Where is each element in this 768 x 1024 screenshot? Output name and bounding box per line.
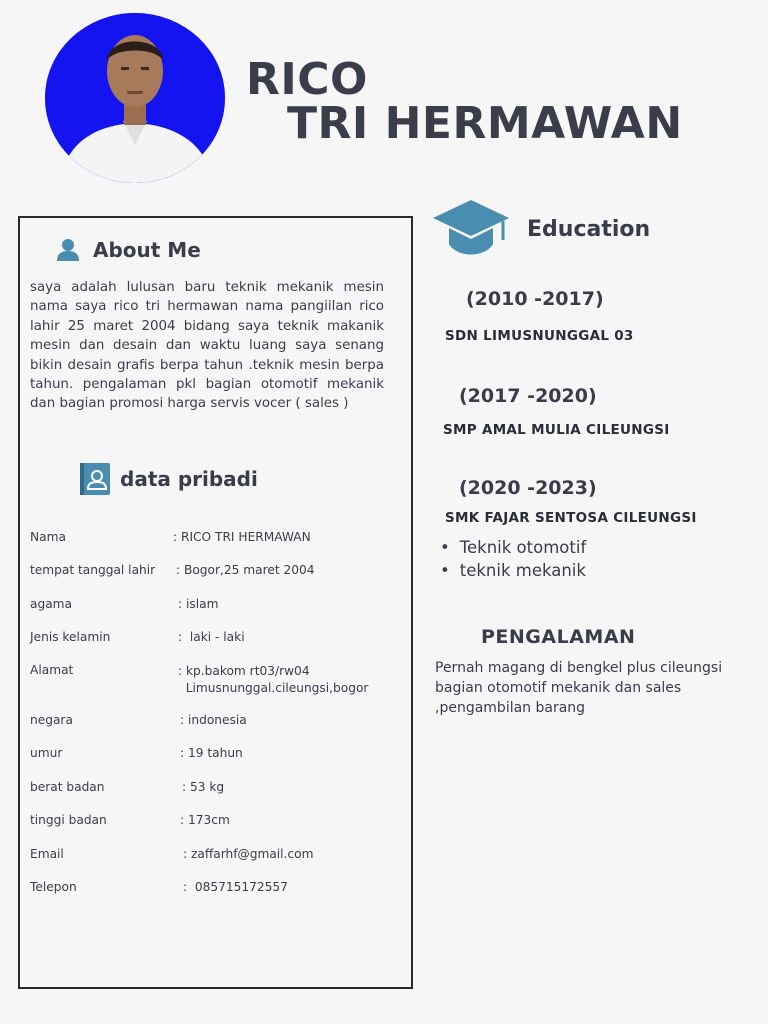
edu-school: SMK FAJAR SENTOSA CILEUNGSI [445,510,697,526]
pribadi-value: : islam [178,597,219,611]
pribadi-value: : RICO TRI HERMAWAN [173,530,311,544]
edu-school: SDN LIMUSNUNGGAL 03 [445,328,634,344]
list-item: • teknik mekanik [440,559,586,582]
about-text: saya adalah lulusan baru teknik mekanik mesin nama saya rico tri hermawan nama pangiilan rico lahir 25 maret 2004 bidang saya teknik makanik mesin dan desain dan waktu luang saya senang bikin desain grafis berpa tahun .teknik mesin berpa tahun. pengalaman pkl bagian otomotif mekanik dan bagian promosi harga servis vocer ( sales ) [30,280,384,412]
id-card-icon [80,463,110,495]
about-title: About Me [93,238,201,262]
edu-school: SMP AMAL MULIA CILEUNGSI [443,422,670,438]
pribadi-value: : zaffarhf@gmail.com [183,847,314,861]
pribadi-label: Jenis kelamin [30,630,111,644]
pribadi-row-umur [30,746,243,760]
name-first: RICO [246,54,368,105]
pribadi-row-alamat [30,663,369,695]
pribadi-value: : 173cm [180,813,230,827]
pribadi-row-email [30,847,314,861]
pribadi-row-nama [30,530,311,544]
pribadi-value: : indonesia [180,713,247,727]
pribadi-label: negara [30,713,73,727]
graduation-cap-icon [431,198,511,260]
profile-photo [45,13,225,183]
pribadi-row-kelamin [30,630,245,644]
pribadi-header [80,463,258,495]
pribadi-row-tinggi [30,813,230,827]
pribadi-value: : Bogor,25 maret 2004 [176,563,315,577]
pribadi-row-berat [30,780,225,794]
edu-period: (2017 -2020) [459,385,597,407]
pribadi-row-telepon [30,880,288,894]
pribadi-label: Alamat [30,663,74,677]
pribadi-row-agama [30,597,219,611]
pribadi-label: tempat tanggal lahir [30,563,156,577]
pribadi-label: Telepon [30,880,77,894]
pribadi-title: data pribadi [120,467,258,491]
list-item: • Teknik otomotif [440,536,586,559]
pribadi-label: Email [30,847,64,861]
pribadi-label: tinggi badan [30,813,107,827]
pribadi-row-ttl [30,563,315,577]
major-list [440,536,586,582]
pribadi-label: umur [30,746,63,760]
person-photo-icon [45,13,225,183]
pribadi-value: : 085715172557 [183,880,288,894]
pribadi-value: : kp.bakom rt03/rw04 Limusnunggal.cileungsi,bogor [178,664,369,695]
pengalaman-title: PENGALAMAN [481,626,636,648]
about-header [57,238,201,262]
pribadi-value: : laki - laki [178,630,245,644]
edu-period: (2010 -2017) [466,288,604,310]
pribadi-label: Nama [30,530,66,544]
pribadi-label: agama [30,597,73,611]
education-title: Education [527,216,651,242]
pribadi-value: : 53 kg [182,780,225,794]
edu-period: (2020 -2023) [459,477,597,499]
pribadi-value: : 19 tahun [180,746,243,760]
pribadi-label: berat badan [30,780,105,794]
user-icon [57,238,79,262]
education-header [431,198,650,260]
pengalaman-text: Pernah magang di bengkel plus cileungsi bagian otomotif mekanik dan sales ,pengambilan barang [435,660,723,716]
name-last: TRI HERMAWAN [287,98,683,149]
pribadi-row-negara [30,713,247,727]
